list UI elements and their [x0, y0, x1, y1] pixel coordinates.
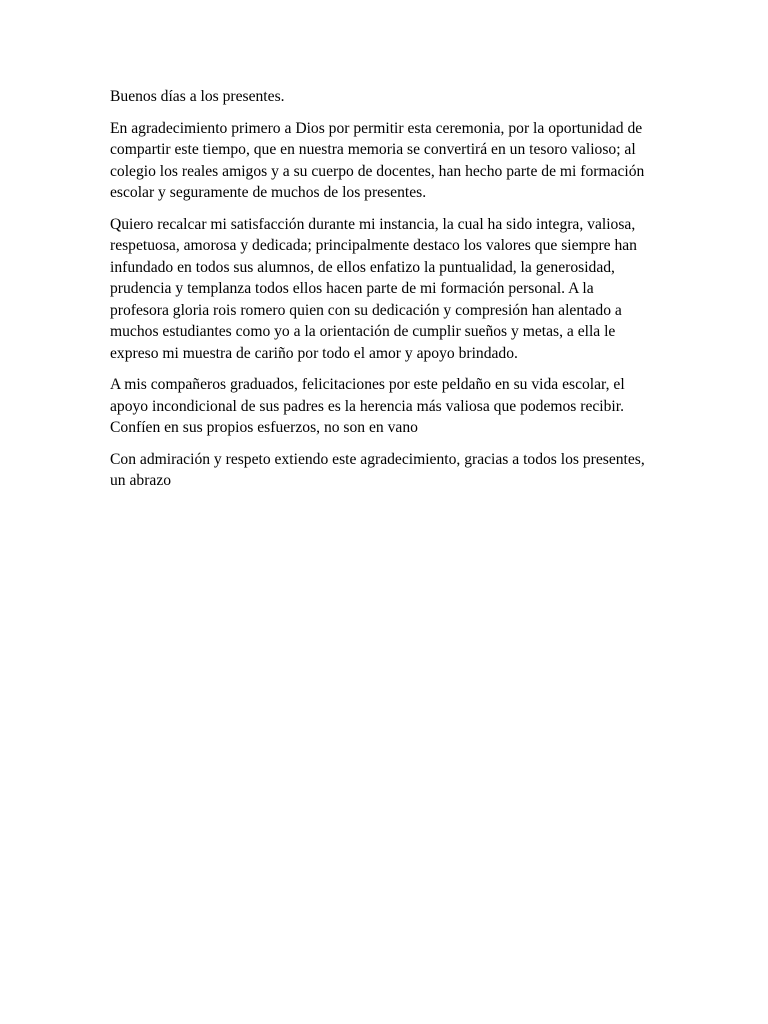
- greeting-paragraph: Buenos días a los presentes.: [110, 88, 285, 105]
- document-body: [110, 86, 655, 502]
- classmates-paragraph: A mis compañeros graduados, felicitaciones por este peldaño en su vida escolar, el apoyo incondicional de sus padres es la herencia más valiosa que podemos recibir. Confíen en sus propios esfuerzos, no son en vano: [110, 376, 625, 436]
- values-paragraph: Quiero recalcar mi satisfacción durante mi instancia, la cual ha sido integra, valiosa, respetuosa, amorosa y dedicada; principalmente destaco los valores que siempre han infundado en todos sus alumnos, de ellos enfatizo la puntualidad, la generosidad, prudencia y templanza todos ellos hacen parte de mi formación personal. A la profesora gloria rois romero quien con su dedicación y compresión han alentado a muchos estudiantes como yo a la orientación de cumplir sueños y metas, a ella le expreso mi muestra de cariño por todo el amor y apoyo brindado.: [110, 215, 637, 362]
- gratitude-paragraph: En agradecimiento primero a Dios por permitir esta ceremonia, por la oportunidad de compartir este tiempo, que en nuestra memoria se convertirá en un tesoro valioso; al colegio los reales amigos y a su cuerpo de docentes, han hecho parte de mi formación escolar y seguramente de muchos de los presentes.: [110, 119, 645, 201]
- closing-paragraph: Con admiración y respeto extiendo este agradecimiento, gracias a todos los presentes, un abrazo: [110, 450, 645, 489]
